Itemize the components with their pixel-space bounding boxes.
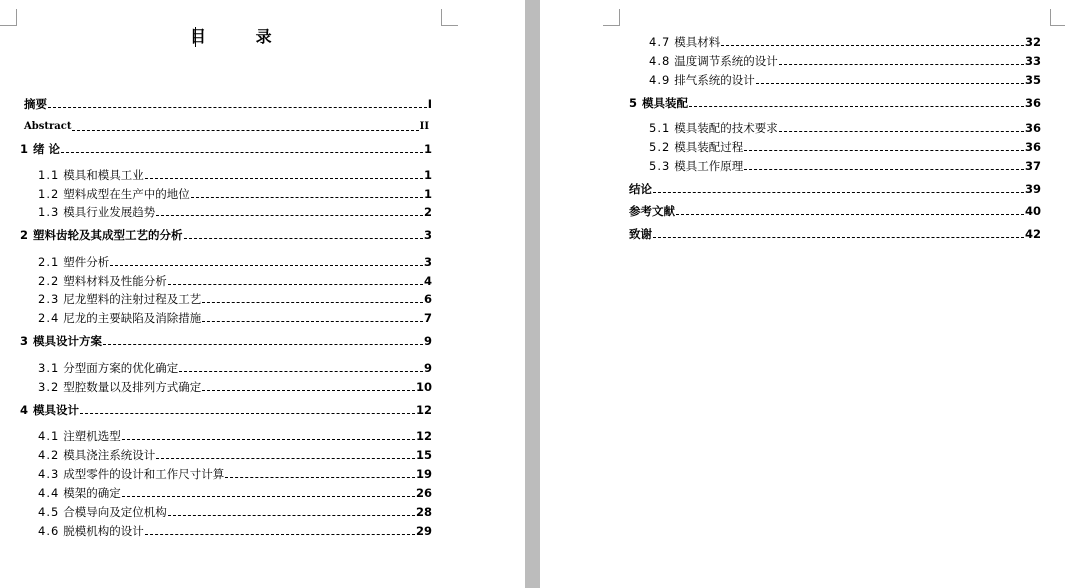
toc-leader [80,413,415,414]
toc-entry-number: 4.8 [649,54,671,68]
crop-mark-top-right [441,9,458,26]
toc-entry-text: 结论 [629,182,652,196]
toc-entry[interactable] [629,227,1041,241]
toc-entry-number: 3.2 [38,380,60,394]
toc-entry[interactable] [629,96,1041,110]
toc-entry-text: 摘要 [24,97,47,111]
toc-page-number: 42 [1024,227,1041,241]
toc-entry-text: 模具装配的技术要求 [674,121,778,135]
toc-entry[interactable] [20,334,432,348]
toc-leader [676,214,1024,215]
toc-entry-number: 1 [20,142,30,156]
toc-page-number: 39 [1024,182,1041,196]
toc-entry-text: 塑料材料及性能分析 [63,274,167,288]
toc-entry-text: 参考文献 [629,204,675,218]
toc-entry[interactable] [38,292,432,306]
toc-leader [122,439,415,440]
toc-entry-text: 模具工作原理 [674,159,744,173]
toc-entry[interactable] [38,187,432,201]
toc-page-number: 1 [423,187,432,201]
toc-entry-text: 模具装配 [642,96,689,110]
toc-entry[interactable] [20,142,432,156]
toc-entry-number: 2.2 [38,274,60,288]
toc-leader [122,496,415,497]
toc-entry-text: 塑料成型在生产中的地位 [63,187,190,201]
toc-page-number: 12 [415,429,432,443]
toc-leader [191,197,423,198]
toc-entry[interactable] [20,228,432,242]
toc-entry-number: 1.2 [38,187,60,201]
toc-leader [744,169,1024,170]
toc-page-number: 19 [415,467,432,481]
toc-entry-number: 4.3 [38,467,60,481]
toc-entry[interactable] [38,448,432,462]
crop-mark-top-left [603,9,620,26]
toc-entry[interactable] [38,380,432,394]
toc-entry[interactable] [649,140,1041,154]
toc-entry[interactable] [38,467,432,481]
toc-leader [168,515,415,516]
toc-leader [202,302,423,303]
toc-entry-text: 分型面方案的优化确定 [63,361,179,375]
toc-leader [744,150,1024,151]
toc-leader [202,321,423,322]
toc-page-number: 26 [415,486,432,500]
toc-entry-number: 5.2 [649,140,671,154]
toc-leader [145,178,423,179]
toc-entry-text: 排气系统的设计 [674,73,755,87]
toc-leader [653,192,1024,193]
toc-page-number: 40 [1024,204,1041,218]
toc-entry[interactable] [649,73,1041,87]
toc-page-number: 12 [415,403,432,417]
toc-entry-text: 致谢 [629,227,652,241]
toc-entry-text: 模具材料 [674,35,721,49]
toc-entry-text: 型腔数量以及排列方式确定 [63,380,202,394]
toc-entry[interactable] [38,361,432,375]
toc-entry-number: 5.3 [649,159,671,173]
toc-page-number: 2 [423,205,432,219]
toc-entry-text: 模具行业发展趋势 [63,205,156,219]
toc-leader [156,215,423,216]
toc-page-number: 4 [423,274,432,288]
toc-leader [721,45,1024,46]
toc-entry-number: 4.9 [649,73,671,87]
toc-entry-number: 4.7 [649,35,671,49]
toc-entry-number: 4.5 [38,505,60,519]
toc-page-number: I [427,97,432,111]
toc-page-number: II [419,121,429,132]
toc-leader [779,64,1024,65]
toc-entry[interactable] [24,120,429,134]
toc-entry-number: 1.1 [38,168,60,182]
toc-entry-text: 模具浇注系统设计 [63,448,156,462]
crop-mark-top-left [0,9,17,26]
toc-page-number: 10 [415,380,432,394]
toc-entry[interactable] [649,159,1041,173]
toc-entry-number: 5.1 [649,121,671,135]
toc-leader [756,83,1024,84]
crop-mark-top-right [1050,9,1065,26]
toc-leader [779,131,1024,132]
toc-title: 目 录 [190,27,294,46]
toc-entry[interactable] [38,274,432,288]
toc-entry-text: 成型零件的设计和工作尺寸计算 [63,467,225,481]
toc-entry[interactable] [629,182,1041,196]
toc-leader [72,130,418,131]
toc-page-number: 36 [1024,140,1041,154]
toc-leader [184,238,423,239]
toc-entry-text: Abstract [24,121,72,132]
toc-entry[interactable] [629,204,1041,218]
toc-entry-text: 温度调节系统的设计 [674,54,778,68]
toc-leader [145,534,415,535]
toc-entry-text: 塑料齿轮及其成型工艺的分析 [33,228,183,242]
toc-entry-number: 1.3 [38,205,60,219]
toc-page-number: 7 [423,311,432,325]
toc-entry-number: 4 [20,403,30,417]
toc-leader [202,390,415,391]
toc-page-number: 29 [415,524,432,538]
toc-page-number: 33 [1024,54,1041,68]
toc-page-number: 3 [423,255,432,269]
toc-entry-text: 脱模机构的设计 [63,524,144,538]
toc-entry-text: 塑件分析 [63,255,110,269]
toc-entry[interactable] [649,121,1041,135]
toc-entry[interactable] [38,205,432,219]
toc-entry-text: 合模导向及定位机构 [63,505,167,519]
toc-entry-number: 2.3 [38,292,60,306]
toc-page-number: 9 [423,361,432,375]
toc-entry-number: 2.1 [38,255,60,269]
toc-entry[interactable] [24,97,432,111]
toc-entry[interactable] [649,54,1041,68]
toc-page-number: 36 [1024,121,1041,135]
toc-entry[interactable] [38,168,432,182]
toc-leader [156,458,415,459]
toc-leader [61,152,423,153]
toc-page-number: 36 [1024,96,1041,110]
toc-page-number: 37 [1024,159,1041,173]
toc-entry[interactable] [38,429,432,443]
toc-entry-number: 5 [629,96,639,110]
toc-page-number: 1 [423,168,432,182]
toc-page-number: 32 [1024,35,1041,49]
toc-entry-text: 模具设计方案 [33,334,103,348]
toc-entry-number: 4.4 [38,486,60,500]
toc-entry[interactable] [38,505,432,519]
toc-entry-number: 3.1 [38,361,60,375]
toc-entry-text: 模具和模具工业 [63,168,144,182]
toc-entry[interactable] [649,35,1041,49]
toc-page-number: 35 [1024,73,1041,87]
toc-page-number: 28 [415,505,432,519]
toc-entry[interactable] [38,311,432,325]
toc-entry-text: 模架的确定 [63,486,121,500]
toc-page-number: 6 [423,292,432,306]
toc-entry-text: 注塑机选型 [63,429,121,443]
page-gutter [525,0,540,588]
toc-page-number: 3 [423,228,432,242]
toc-leader [168,284,423,285]
toc-leader [689,106,1024,107]
toc-entry-number: 4.1 [38,429,60,443]
toc-leader [48,107,427,108]
toc-page-number: 1 [423,142,432,156]
toc-entry-number: 2 [20,228,30,242]
toc-entry-number: 2.4 [38,311,60,325]
toc-leader [225,477,415,478]
toc-entry-number: 3 [20,334,30,348]
toc-entry[interactable] [38,255,432,269]
toc-entry-text: 绪 论 [33,142,61,156]
toc-entry-number: 4.6 [38,524,60,538]
toc-entry-text: 尼龙塑料的注射过程及工艺 [63,292,202,306]
toc-entry-text: 模具装配过程 [674,140,744,154]
document-page-left [0,0,525,588]
toc-leader [110,265,423,266]
toc-leader [103,344,423,345]
toc-page-number: 9 [423,334,432,348]
toc-entry-text: 尼龙的主要缺陷及消除措施 [63,311,202,325]
toc-entry[interactable] [20,403,432,417]
toc-leader [653,237,1024,238]
toc-entry-number: 4.2 [38,448,60,462]
toc-entry-text: 模具设计 [33,403,80,417]
toc-leader [179,371,423,372]
toc-entry[interactable] [38,524,432,538]
toc-page-number: 15 [415,448,432,462]
document-page-right [540,0,1065,588]
toc-entry[interactable] [38,486,432,500]
